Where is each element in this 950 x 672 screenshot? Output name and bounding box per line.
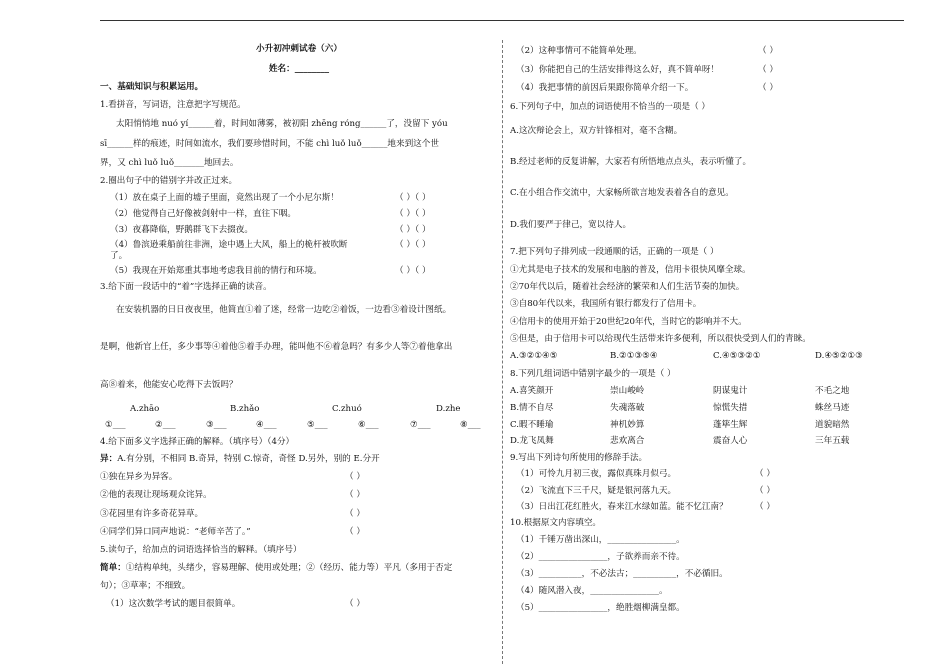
q8-word: B.情不自尽 — [510, 403, 554, 413]
q3-blank[interactable]: ①___ — [105, 420, 126, 430]
q7-sentence: ①尤其是电子技术的发展和电脑的普及，信用卡很快风靡全球。 — [510, 265, 751, 275]
q2-item: （4）鲁滨逊乘船前往非洲，途中遇上大风，船上的桅杆被吹断 — [110, 240, 348, 250]
q2-item: （2）他觉得自己好像被剑射中一样，直往下咽。 — [110, 209, 296, 219]
q4-item: ②他的表现让现场观众诧异。 — [100, 490, 212, 500]
q9-item: （2）飞流直下三千尺，疑是银河落九天。 — [516, 486, 677, 496]
q7-sentence: ⑤但是，由于信用卡可以给现代生活带来许多便利，所以很快受到人们的青睐。 — [510, 334, 811, 344]
answer-paren[interactable]: （ ） — [758, 83, 778, 93]
q8-word: A.喜笑颜开 — [510, 386, 554, 396]
q3-passage: 高⑧着来，他能安心吃得下去饭吗？ — [100, 380, 238, 390]
q8-stem: 8.下列几组词语中错别字最少的一项是（ ） — [510, 369, 676, 379]
column-divider — [502, 40, 503, 664]
q9-item: （3）日出江花红胜火，春来江水绿如蓝。能不忆江南？ — [516, 502, 728, 512]
q10-item[interactable]: （2）________________，子欲养而亲不待。 — [516, 552, 685, 562]
q8-word: D.龙飞凤舞 — [510, 436, 554, 446]
q3-blank[interactable]: ②___ — [155, 420, 176, 430]
q6-option[interactable]: C.在小组合作交流中，大家畅所欲言地发表着各自的意见。 — [510, 188, 734, 198]
q3-blank[interactable]: ④___ — [256, 420, 277, 430]
q3-blank[interactable]: ⑦___ — [410, 420, 431, 430]
q7-option[interactable]: B.②①③⑤④ — [610, 351, 658, 361]
q5-item: （4）我把事情的前因后果跟你简单介绍一下。 — [516, 83, 694, 93]
q5-item: （2）这种事情可不能简单处理。 — [516, 46, 642, 56]
q3-blank[interactable]: ③___ — [206, 420, 227, 430]
q3-blank[interactable]: ⑤___ — [307, 420, 328, 430]
q5-def-text: ①结构单纯，头绪少，容易理解、使用或处理；②（经历、能力等）平凡（多用于否定 — [125, 563, 453, 573]
q10-item[interactable]: （3）__________，不必法古；__________，不必循旧。 — [516, 569, 728, 579]
answer-paren[interactable]: （ ）（ ） — [395, 266, 431, 276]
q9-stem: 9.写出下列诗句所使用的修辞手法。 — [510, 453, 648, 463]
q8-word: 三年五载 — [815, 436, 850, 446]
q5-item: （3）你能把自己的生活安排得这么好，真不简单呀！ — [516, 65, 720, 75]
q7-option[interactable]: D.④⑤②①③ — [815, 351, 863, 361]
q10-item[interactable]: （5）________________，绝胜烟柳满皇都。 — [516, 603, 685, 613]
header-rule — [100, 20, 904, 21]
q3-option: D.zhe — [436, 404, 461, 414]
q3-blank[interactable]: ⑧___ — [460, 420, 481, 430]
answer-paren[interactable]: （ ） — [755, 502, 775, 512]
answer-paren[interactable]: （ ） — [345, 599, 365, 609]
q7-option[interactable]: A.③②①④⑤ — [510, 351, 558, 361]
answer-paren[interactable]: （ ） — [755, 486, 775, 496]
q7-sentence: ④信用卡的使用开始于20世纪20年代，当时它的影响并不大。 — [510, 317, 747, 327]
q2-item-continued: 了。 — [110, 251, 128, 261]
q3-option: B.zhǎo — [230, 404, 260, 414]
name-field[interactable]: 姓名：________ — [268, 64, 330, 74]
q5-item: （1）这次数学考试的题目很简单。 — [106, 599, 241, 609]
q4-definition — [100, 454, 498, 465]
q2-item: （3）夜暮降临，野鹅群飞下去掇夜。 — [110, 225, 253, 235]
q8-word: 道貌暗然 — [815, 420, 850, 430]
q3-passage: 在安装机器的日日夜夜里，他简直①着了迷，经常一边吃②着饭，一边看③着设计图纸。 — [116, 305, 452, 315]
q10-item[interactable]: （1）千锤万凿出深山，________________。 — [516, 535, 685, 545]
q10-stem: 10.根据原文内容填空。 — [510, 518, 602, 528]
q9-item: （1）可怜九月初三夜，露似真珠月似弓。 — [516, 469, 677, 479]
q4-item: ①独在异乡为异客。 — [100, 472, 178, 482]
q5-stem: 5.读句子，给加点的词语选择恰当的解释。（填序号） — [100, 545, 302, 555]
section-heading: 一、基础知识与积累运用。 — [100, 82, 204, 92]
q2-item: （5）我现在开始郑重其事地考虑我目前的情行和环境。 — [110, 266, 322, 276]
q6-option[interactable]: A.这次辩论会上，双方针锋相对，毫不含糊。 — [510, 126, 683, 136]
q1-line: sī______样的痕迹，时间如流水，我们要珍惜时间，不能 chì luǒ luǒ______地来到这个世 — [100, 139, 439, 149]
q7-stem: 7.把下列句子排列成一段通顺的话，正确的一项是（ ） — [510, 247, 719, 257]
q6-option[interactable]: D.我们要严于律己，宽以待人。 — [510, 220, 632, 230]
q8-word: 不毛之地 — [815, 386, 850, 396]
answer-paren[interactable]: （ ） — [755, 469, 775, 479]
answer-paren[interactable]: （ ）（ ） — [395, 193, 431, 203]
q8-word: 悲欢离合 — [610, 436, 645, 446]
q3-blank[interactable]: ⑥___ — [358, 420, 379, 430]
answer-paren[interactable]: （ ） — [345, 490, 365, 500]
answer-paren[interactable]: （ ）（ ） — [395, 225, 431, 235]
answer-paren[interactable]: （ ） — [758, 65, 778, 75]
q4-item: ③花园里有许多奇花异草。 — [100, 509, 204, 519]
q1-stem: 1.看拼音，写词语，注意把字写规范。 — [100, 100, 246, 110]
q3-stem: 3.给下面一段话中的“着”字选择正确的读音。 — [100, 282, 272, 292]
q2-item: （1）放在桌子上面的墟子里面，竟然出现了一个小尼尔斯！ — [110, 193, 339, 203]
q4-def-text: A.有分别，不相同 B.奇异，特别 C.惊奇，奇怪 D.另外，别的 E.分开 — [117, 454, 380, 464]
q1-line: 界，又 chì luǒ luǒ_______地回去。 — [100, 158, 239, 168]
q8-word: 神机妙算 — [610, 420, 645, 430]
q4-stem: 4.给下面多义字选择正确的解释。（填序号）（4分） — [100, 437, 295, 447]
q4-label: 异： — [100, 454, 118, 464]
q7-option[interactable]: C.④⑤③②① — [713, 351, 761, 361]
q3-option: C.zhuó — [332, 404, 362, 414]
answer-paren[interactable]: （ ）（ ） — [395, 209, 431, 219]
q1-line: 太阳悄悄地 nuó yí______着，时间如薄雾，被初阳 zhēng róng______了，没留下 yóu — [116, 119, 448, 129]
q8-word: 蛛丝马迹 — [815, 403, 850, 413]
q8-word: 蓬筚生辉 — [713, 420, 748, 430]
q6-option[interactable]: B.经过老师的反复讲解，大家若有所悟地点点头，表示听懂了。 — [510, 157, 752, 167]
answer-paren[interactable]: （ ） — [758, 46, 778, 56]
q8-word: 阴谋鬼计 — [713, 386, 748, 396]
answer-paren[interactable]: （ ） — [345, 527, 365, 537]
q7-sentence: ③自80年代以来，我国所有银行都发行了信用卡。 — [510, 299, 702, 309]
q8-word: 震奋人心 — [713, 436, 748, 446]
q8-word: C.暇不睡瑜 — [510, 420, 554, 430]
q4-item: ④同学们异口同声地说：“老师辛苦了。” — [100, 527, 251, 537]
q8-word: 失魂落破 — [610, 403, 645, 413]
q3-option: A.zhāo — [130, 404, 160, 414]
exam-title: 小升初冲刺试卷（六） — [256, 44, 342, 54]
answer-paren[interactable]: （ ） — [345, 472, 365, 482]
q5-label: 简单： — [100, 563, 126, 573]
q5-definition-continued: 句）；③草率；不细致。 — [100, 581, 191, 591]
q2-stem: 2.圈出句子中的错别字并改正过来。 — [100, 176, 238, 186]
q10-item[interactable]: （4）随风潜入夜，________________。 — [516, 586, 668, 596]
q8-word: 惊慌失措 — [713, 403, 748, 413]
answer-paren[interactable]: （ ） — [345, 509, 365, 519]
q5-definition — [100, 563, 498, 574]
q3-passage: 是啊，他新官上任，多少事等④着他⑤着手办理，能叫他不⑥着急吗？有多少人等⑦着他拿出 — [100, 342, 453, 352]
q7-sentence: ②70年代以后，随着社会经济的繁荣和人们生活节奏的加快。 — [510, 282, 745, 292]
answer-paren[interactable]: （ ）（ ） — [395, 240, 431, 250]
q8-word: 崇山峻岭 — [610, 386, 645, 396]
q6-stem: 6.下列句子中，加点的词语使用不恰当的一项是（ ） — [510, 102, 710, 112]
